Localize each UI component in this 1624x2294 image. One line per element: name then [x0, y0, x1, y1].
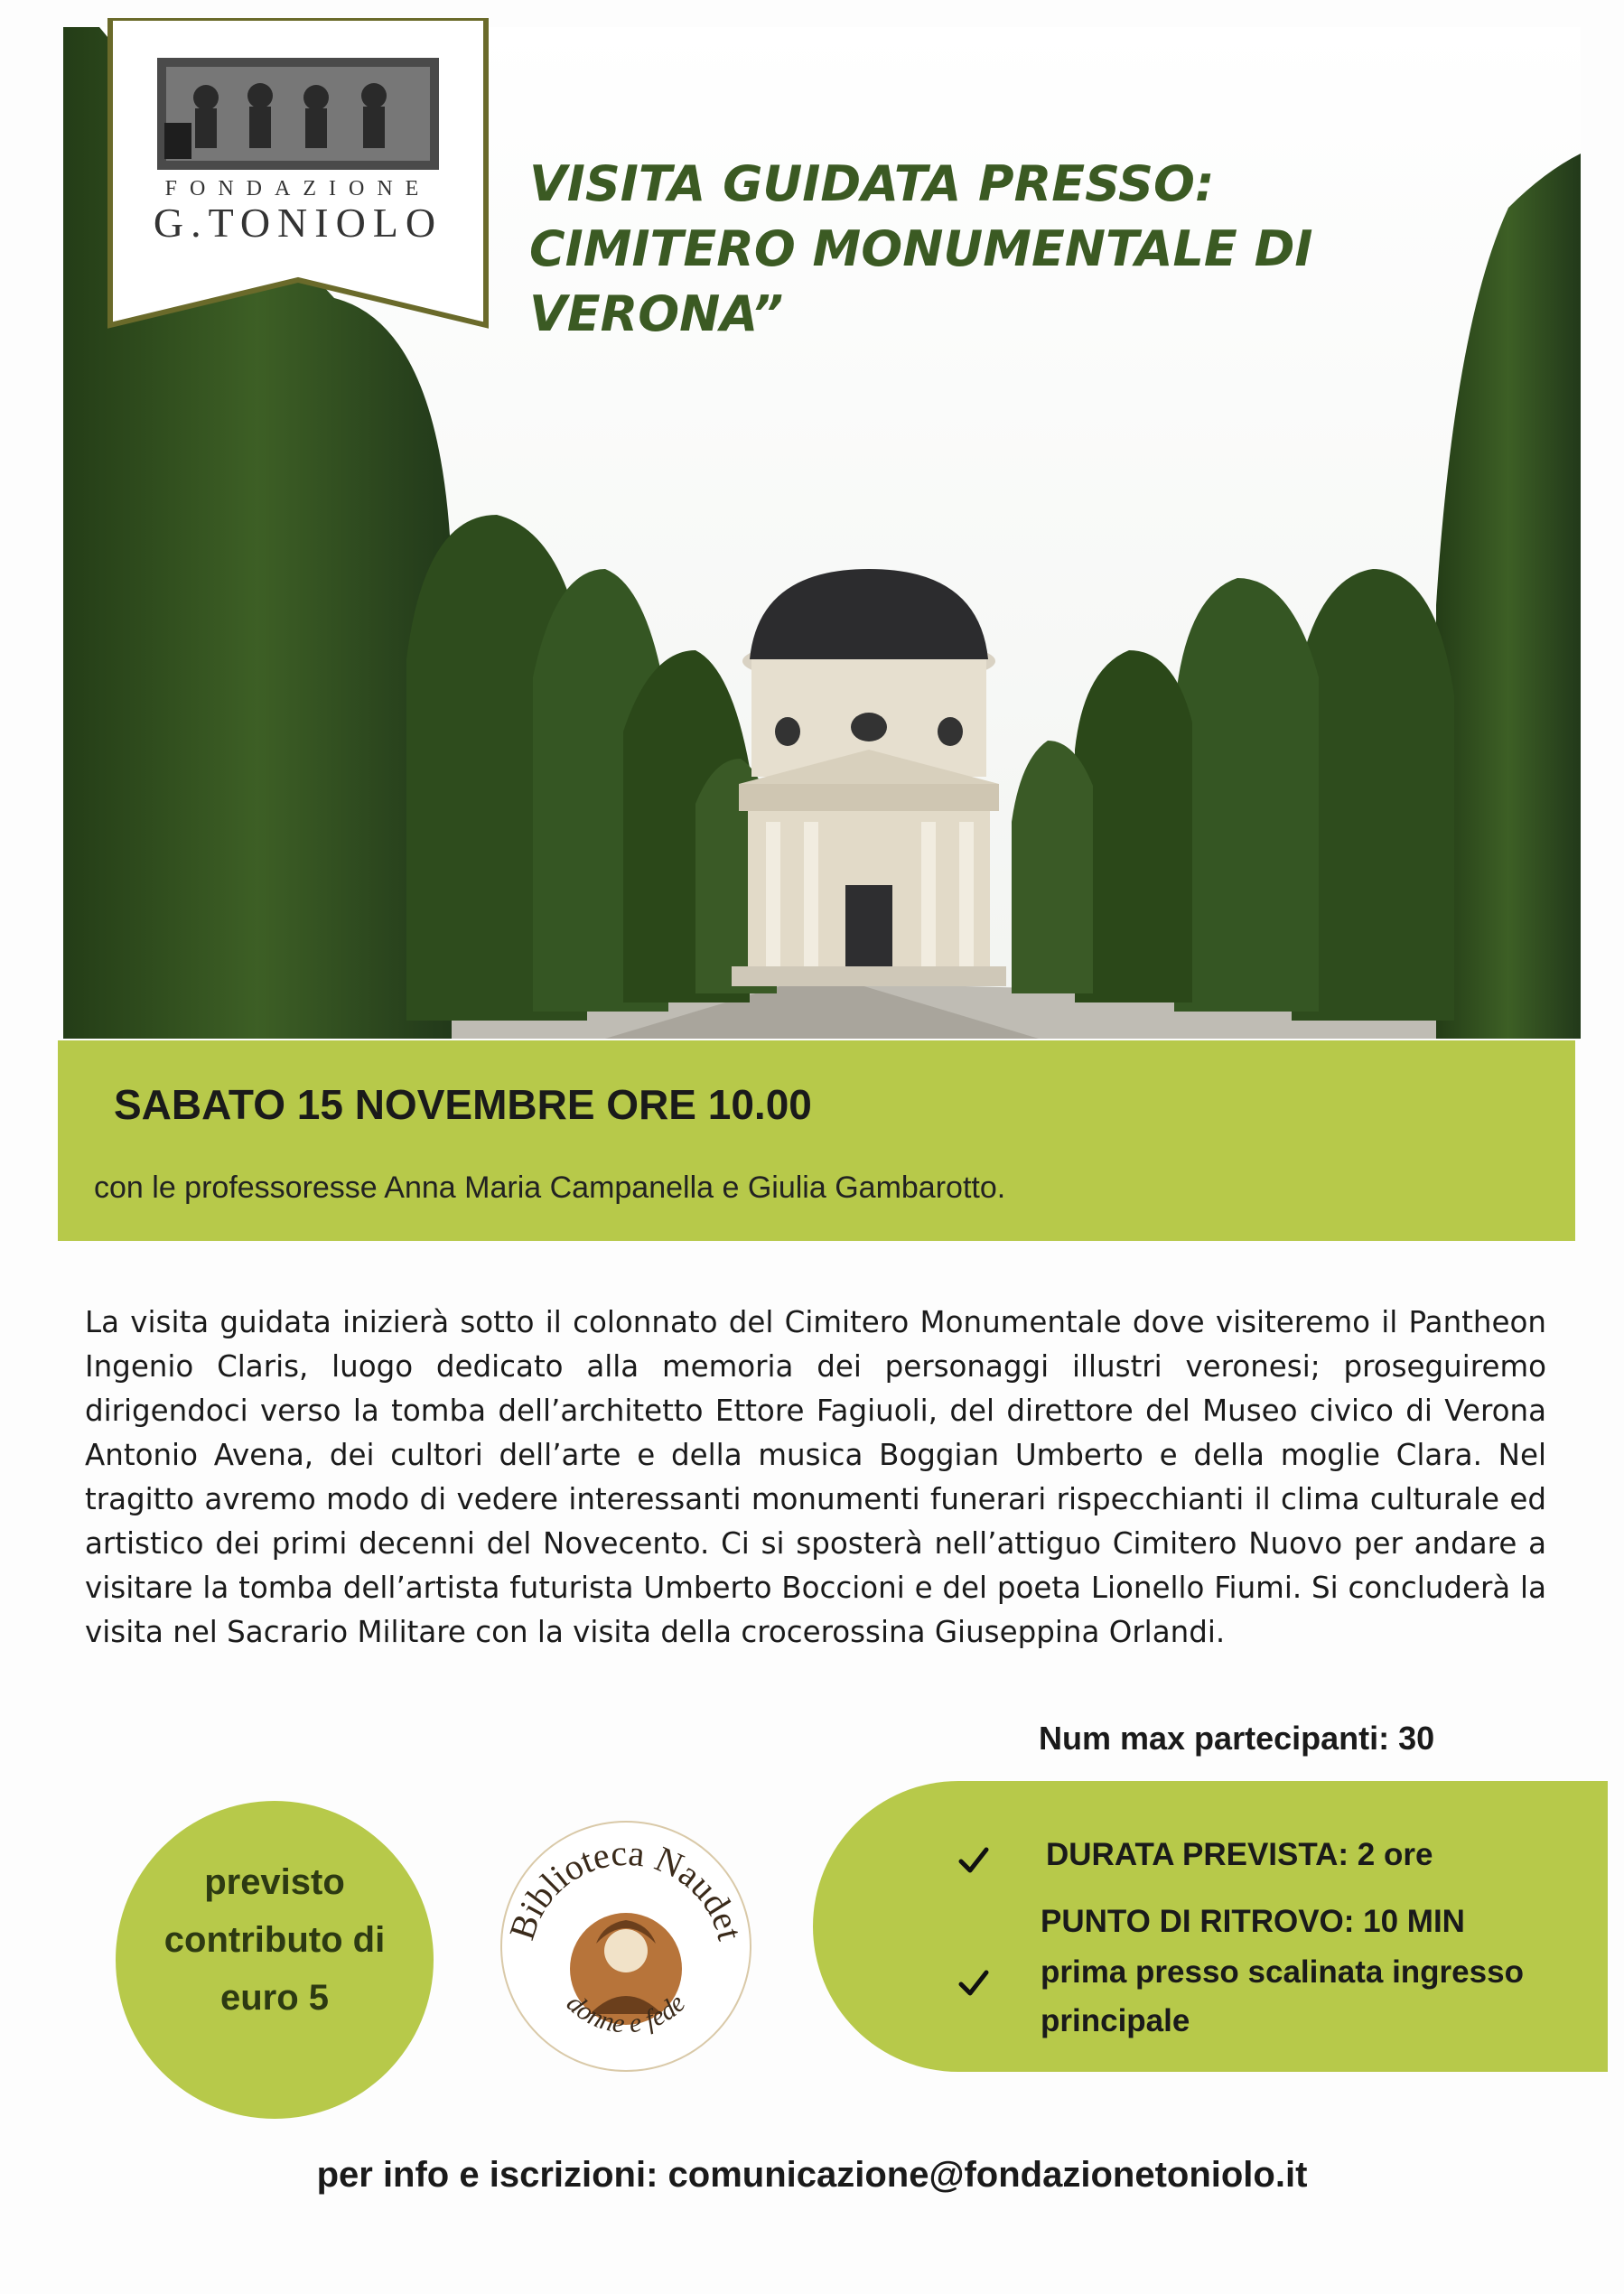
event-date-time: SABATO 15 NOVEMBRE ORE 10.00 — [114, 1081, 812, 1128]
contact-info: per info e iscrizioni: comunicazione@fondazionetoniolo.it — [316, 2155, 1308, 2195]
biblioteca-naudet-seal — [495, 1815, 757, 2077]
duration-text: DURATA PREVISTA: 2 ore — [1046, 1837, 1433, 1872]
date-band — [58, 1040, 1575, 1241]
fee-line-3: euro 5 — [219, 1978, 330, 2018]
logo-line-1: FONDAZIONE — [164, 177, 432, 200]
fee-line-2: contributo di — [163, 1920, 386, 1960]
meeting-point-line-3: principale — [1041, 2003, 1190, 2038]
max-participants: Num max partecipanti: 30 — [1039, 1720, 1435, 1757]
page-title — [529, 152, 1433, 347]
title-line-3: VERONA” — [529, 285, 784, 342]
seal-bottom-text: donne e fede — [560, 1988, 692, 2039]
meeting-point-line-2: prima presso scalinata ingresso — [1041, 1954, 1524, 1990]
title-line-1: VISITA GUIDATA PRESSO: — [529, 155, 1215, 212]
fee-text — [116, 1853, 434, 2027]
title-line-2: CIMITERO MONUMENTALE DI — [529, 220, 1313, 277]
checkmark-icon — [956, 1842, 992, 1879]
fee-line-1: previsto — [204, 1862, 345, 1902]
logo-line-2: G.TONIOLO — [153, 200, 443, 246]
checkmark-icon — [956, 1965, 992, 2001]
description-paragraph: La visita guidata inizierà sotto il colonnato del Cimitero Monumentale dove visiteremo il Pantheon Ingenio Claris, luogo dedicato alla memoria dei personaggi illustri veronesi; proseguiremo dirigendoci verso la tomba dell’architetto Ettore Fagiuoli, del direttore del Museo civico di Verona Antonio Avena, dei cultori dell’arte e della musica Boggian Umberto e della moglie Clara. Nel tragitto avremo modo di vedere interessanti monumenti funerari rispecchianti il clima culturale ed artistico dei primi decenni del Novecento. Ci si sposterà nell’attiguo Cimitero Nuovo per andare a visitare la tomba dell’artista futurista Umberto Boccioni e del poeta Lionello Fiumi. Si concluderà la visita nel Sacrario Militare con la visita della crocerossina Giuseppina Orlandi. — [85, 1305, 1546, 1649]
meeting-point-line-1: PUNTO DI RITROVO: 10 MIN — [1041, 1904, 1465, 1939]
event-guides: con le professoresse Anna Maria Campanella e Giulia Gambarotto. — [94, 1170, 1006, 1205]
relief-carving-icon — [164, 123, 191, 159]
fondazione-logo — [107, 18, 490, 332]
seal-top-text: Biblioteca Naudet — [500, 1832, 751, 1944]
